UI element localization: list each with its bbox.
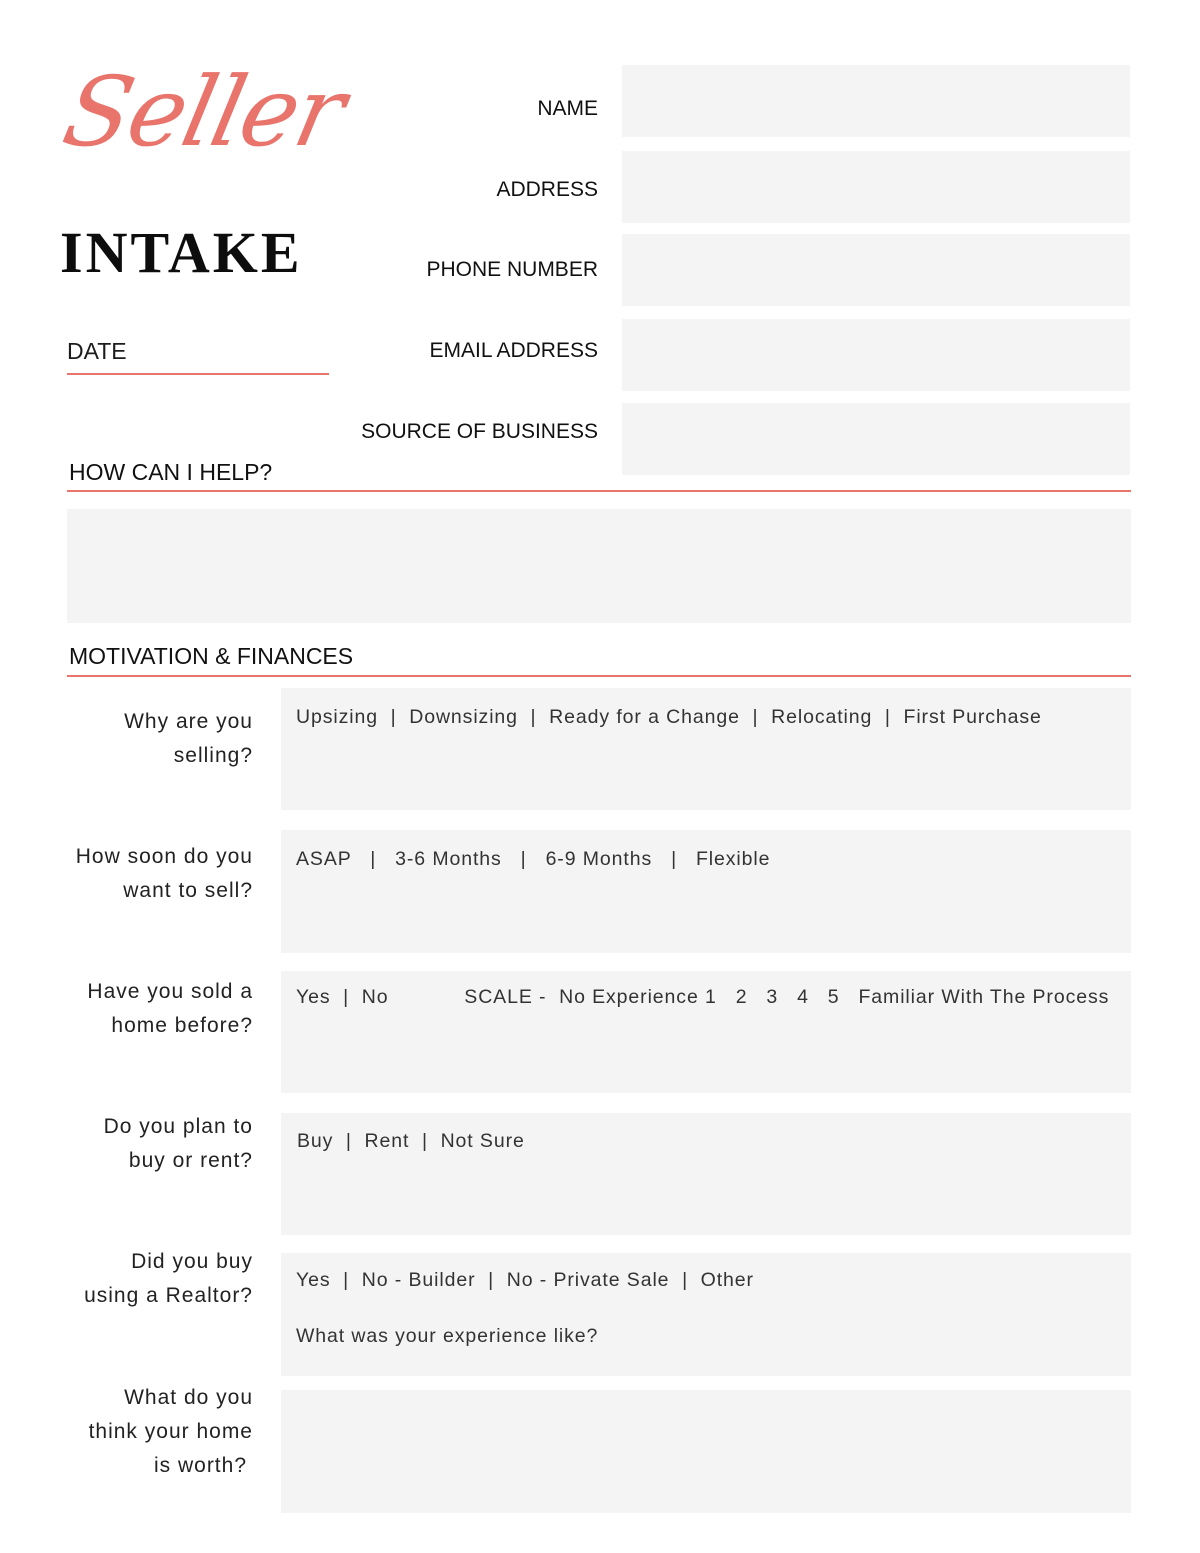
source-label: SOURCE OF BUSINESS (361, 420, 598, 443)
phone-label: PHONE NUMBER (426, 258, 598, 281)
name-field[interactable] (622, 65, 1130, 137)
question-label: How soon do you want to sell? (75, 845, 253, 902)
address-label: ADDRESS (496, 178, 598, 201)
source-field[interactable] (622, 403, 1130, 475)
email-label: EMAIL ADDRESS (429, 339, 598, 362)
question-label: Did you buy using a Realtor? (84, 1250, 253, 1307)
help-field[interactable] (67, 509, 1131, 623)
answer-box-sold-before[interactable] (281, 971, 1131, 1093)
answer-options: ASAP | 3-6 Months | 6-9 Months | Flexible (296, 848, 771, 870)
answer-options: Yes | No SCALE - No Experience 1 2 3 4 5 Familiar With The Process (296, 986, 1110, 1008)
question-label: Do you plan to buy or rent? (103, 1115, 253, 1172)
answer-box-buy-or-rent[interactable] (281, 1113, 1131, 1235)
help-section-divider (67, 490, 1131, 492)
help-section-title: HOW CAN I HELP? (69, 459, 273, 485)
motivation-section-title: MOTIVATION & FINANCES (69, 643, 354, 669)
name-label: NAME (537, 97, 598, 120)
logo-script-title: Seller (54, 56, 353, 168)
followup-question: What was your experience like? (296, 1325, 599, 1347)
question-label: Have you sold a home before? (87, 980, 253, 1037)
answer-options: Upsizing | Downsizing | Ready for a Change | Relocating | First Purchase (296, 706, 1042, 728)
answer-box-home-worth[interactable] (281, 1390, 1131, 1513)
answer-box-why-selling[interactable] (281, 688, 1131, 810)
answer-options: Buy | Rent | Not Sure (297, 1130, 525, 1152)
question-label: What do you think your home is worth? (88, 1386, 253, 1477)
motivation-section-divider (67, 675, 1131, 677)
answer-box-used-realtor[interactable] (281, 1253, 1131, 1376)
date-line[interactable] (67, 373, 329, 375)
answer-box-timeline[interactable] (281, 830, 1131, 953)
address-field[interactable] (622, 151, 1130, 223)
question-label: Why are you selling? (124, 710, 253, 767)
logo-intake-title: INTAKE (60, 220, 303, 285)
email-field[interactable] (622, 319, 1130, 391)
answer-options: Yes | No - Builder | No - Private Sale | Other (296, 1269, 754, 1291)
phone-field[interactable] (622, 234, 1130, 306)
date-label: DATE (67, 338, 127, 364)
